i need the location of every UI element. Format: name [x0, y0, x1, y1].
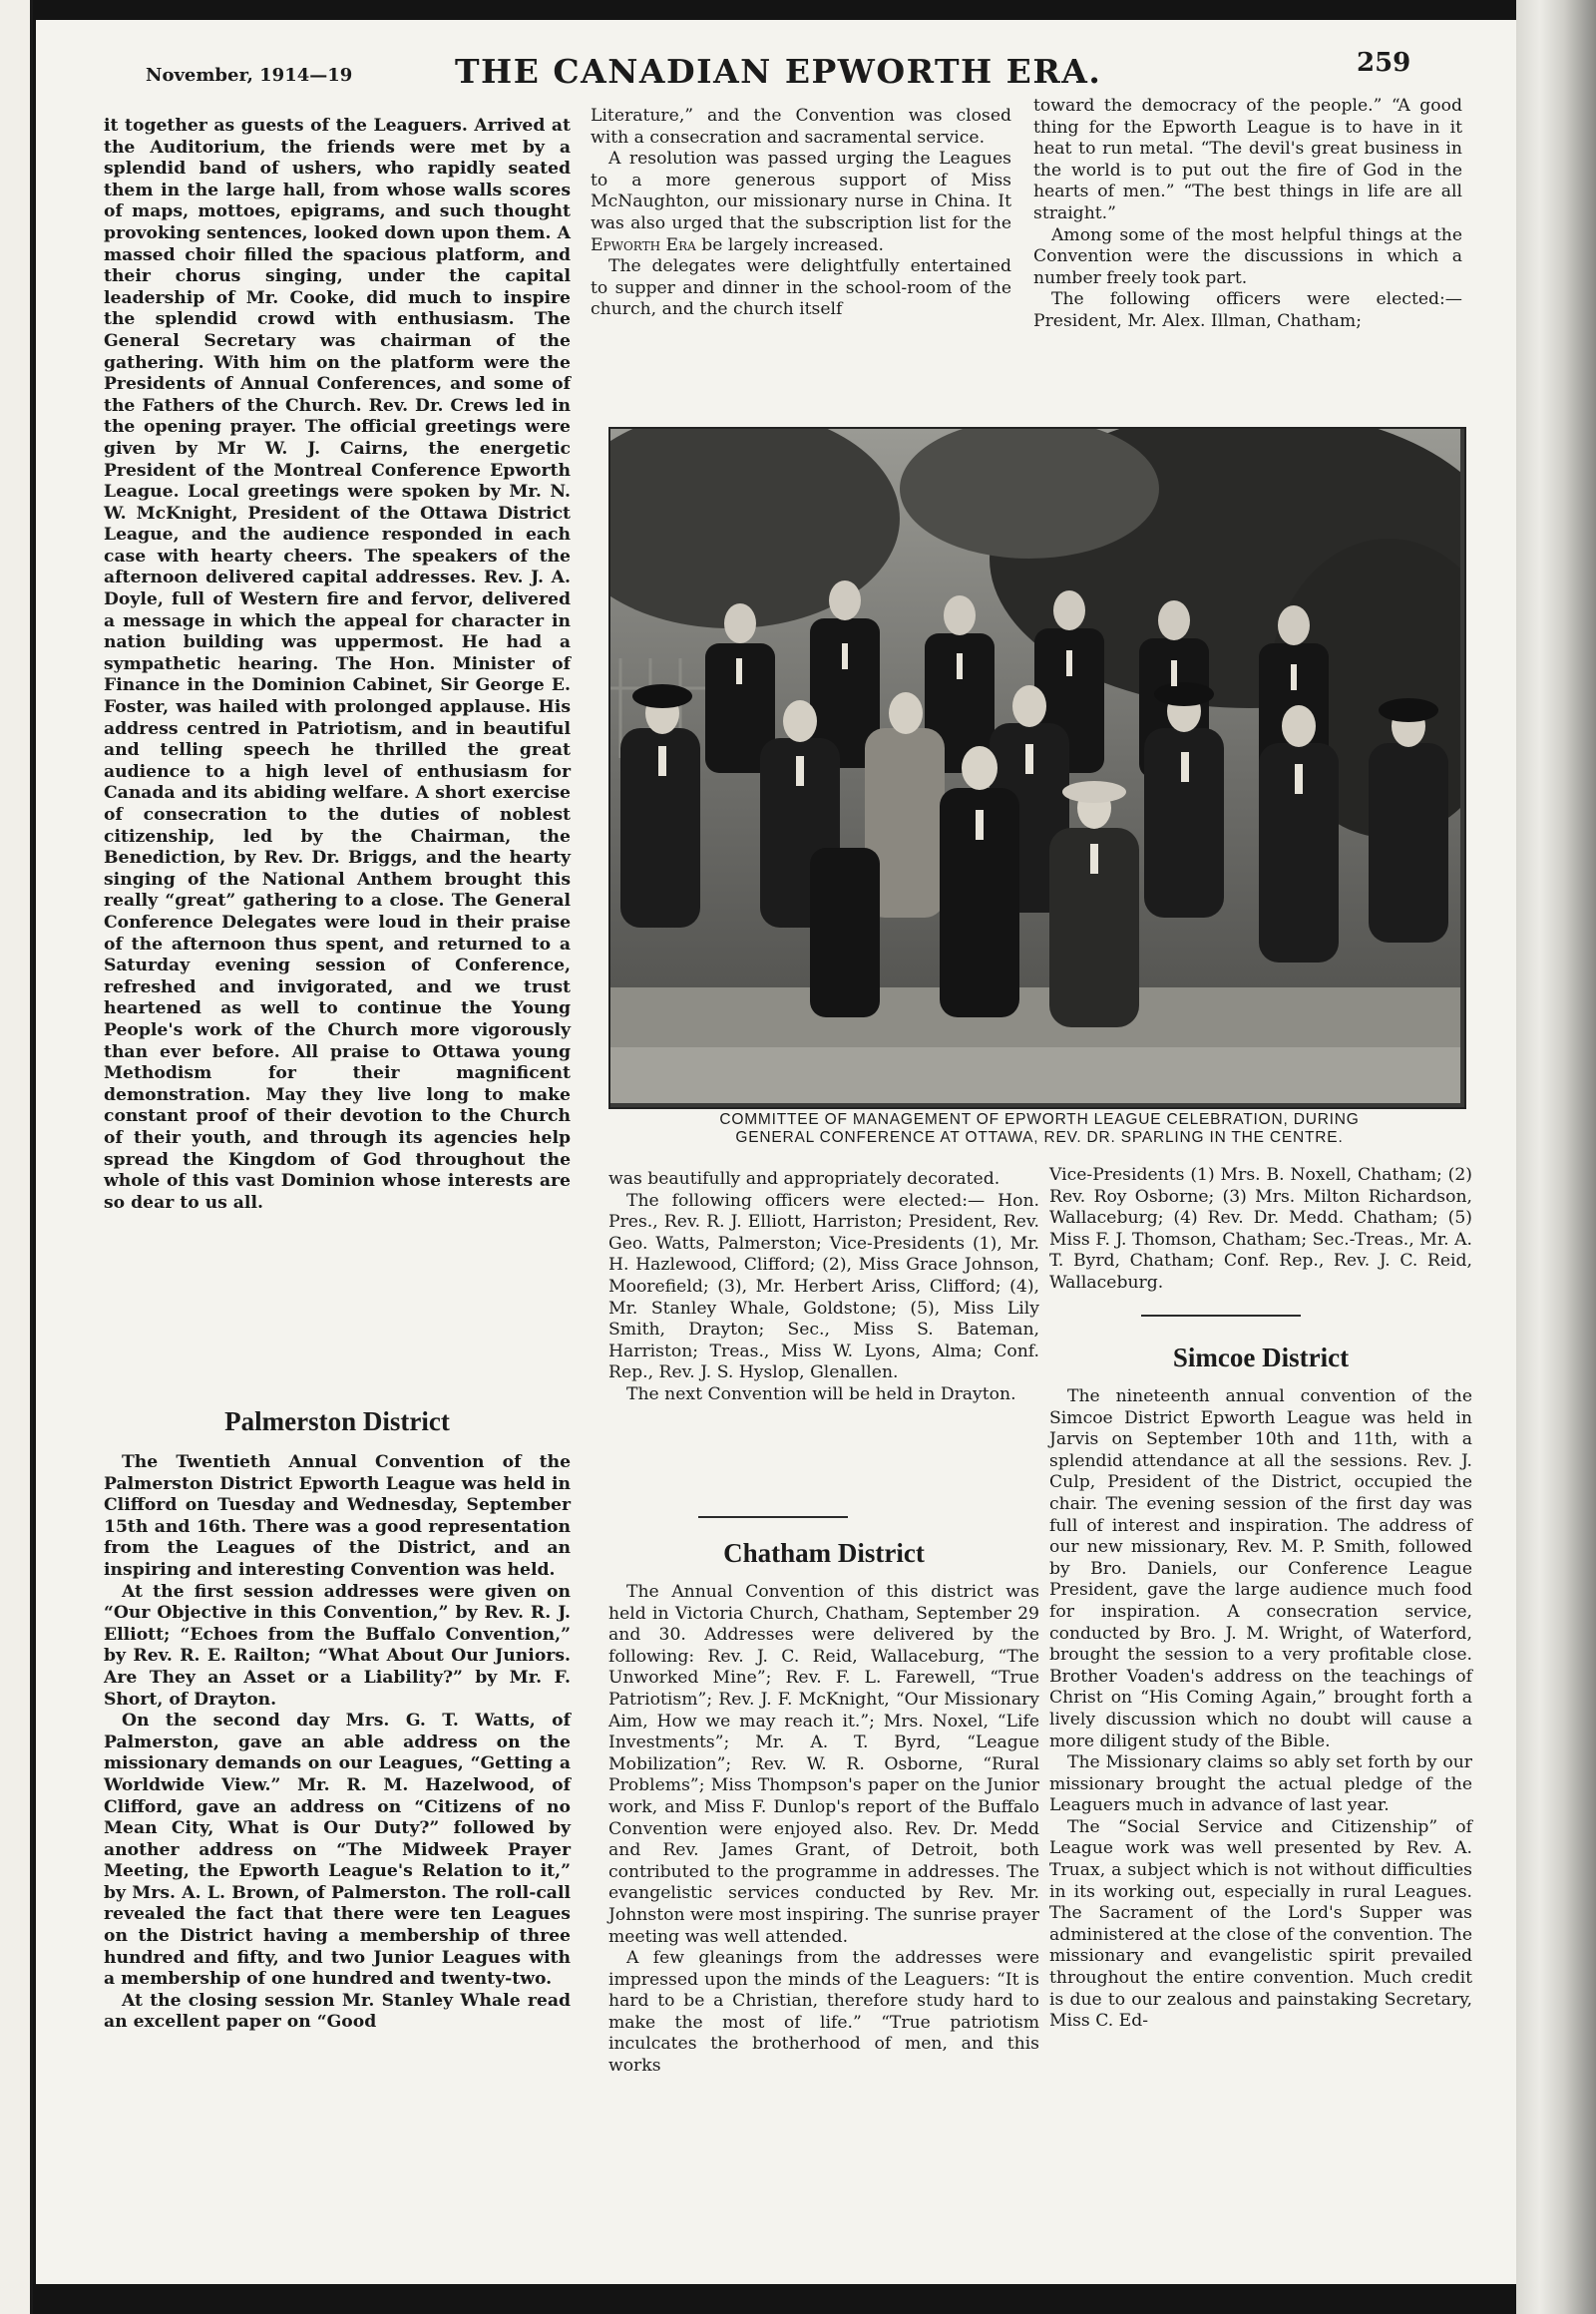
- paragraph-text: be largely increased.: [695, 234, 884, 255]
- section-divider: [1141, 1315, 1301, 1317]
- paragraph: The delegates were delightfully entertained to supper and dinner in the school-room of the church, and the church itself: [591, 256, 1011, 320]
- paragraph: The Missionary claims so ably set forth by our missionary brought the actual pledge of the Leaguers much in advance of last year.: [1049, 1752, 1472, 1816]
- paragraph: Literature,” and the Convention was closed with a consecration and sacramental service.: [591, 106, 1011, 148]
- issue-date: November, 1914—19: [146, 65, 353, 86]
- paragraph: [591, 149, 1011, 256]
- caption-line-1: COMMITTEE OF MANAGEMENT OF EPWORTH LEAGUE CELEBRATION, DURING: [719, 1111, 1360, 1128]
- column-2-top-text: [591, 106, 1011, 321]
- paragraph: At the first session addresses were given on “Our Objective in this Convention,” by Rev. R. J. Elliott; “Echoes from the Buffalo Convention,” by Rev. R. E. Railton; “What About Our Juniors. Are They an Asset or a Liability?” by Mr. F. Short, of Drayton.: [104, 1581, 571, 1710]
- column-3-top-text: [1033, 96, 1462, 333]
- simcoe-text: [1049, 1386, 1472, 2033]
- paragraph: The “Social Service and Citizenship” of League work was well presented by Rev. A. Truax, a subject which is not without difficulties in its working out, especially in rural Leagues. The Sacrament of the Lord's Supper was administered at the close of the convention. The missionary and evangelistic spirit prevailed throughout the entire convention. Much credit is due to our zealous and painstaking Secretary, Miss C. Ed-: [1049, 1816, 1472, 2032]
- paragraph: Among some of the most helpful things at the Convention were the discussions in which a number freely took part.: [1033, 224, 1462, 288]
- paragraph: A few gleanings from the addresses were impressed upon the minds of the Leaguers: “It is hard to be a Christian, therefore study hard to make the most of life.” “True patriotism inculcates the brotherhood of men, and this works: [608, 1948, 1039, 2077]
- caption-line-2: GENERAL CONFERENCE AT OTTAWA, REV. DR. SPARLING IN THE CENTRE.: [735, 1129, 1344, 1146]
- palmerston-heading: Palmerston District: [224, 1406, 450, 1436]
- paragraph: The Annual Convention of this district was held in Victoria Church, Chatham, September 29 and 30. Addresses were delivered by the following: Rev. J. C. Reid, Wallaceburg, “The Unworked Mine”; Rev. F. L. Farewell, “True Patriotism”; Rev. J. F. McKnight, “Our Missionary Aim, How we may reach it.”; Mrs. Noxel, “Life Investments”; Mr. A. T. Byrd, “League Mobilization”; Rev. W. R. Osborne, “Rural Problems”; Miss Thompson's paper on the Junior work, and Miss F. Dunlop's report of the Buffalo Convention were enjoyed also. Rev. Dr. Medd and Rev. James Grant, of Detroit, both contributed to the programme in addresses. The evangelistic services conducted by Rev. Mr. Johnston were most inspiring. The sunrise prayer meeting was well attended.: [608, 1582, 1040, 1947]
- paragraph: The nineteenth annual convention of the Simcoe District Epworth League was held in Jarvis on September 10th and 11th, with a splendid attendance at all the sessions. Rev. J. Culp, President of the District, occupied the chair. The evening session of the first day was full of interest and inspiration. The address of our new missionary, Rev. M. P. Smith, followed by Bro. Daniels, our Conference League President, gave the large audience much food for inspiration. A consecration service, conducted by Bro. J. M. Wright, of Waterford, brought the session to a very profitable close. Brother Voaden's address on the teachings of Christ on “His Coming Again,” brought forth a lively discussion which no doubt will cause a more diligent study of the Bible.: [1049, 1386, 1472, 1751]
- paragraph: At the closing session Mr. Stanley Whale read an excellent paper on “Good: [104, 1990, 571, 2033]
- paragraph: The following officers were elected:— Hon. Pres., Rev. R. J. Elliott, Harriston; President, Rev. Geo. Watts, Palmerston; Vice-Presidents (1), Mr. H. Hazlewood, Clifford; (2), Miss Grace Johnson, Moorefield; (3), Mr. Herbert Ariss, Clifford; (4), Mr. Stanley Whale, Goldstone; (5), Miss Lily Smith, Drayton; Sec., Miss S. Bateman, Harriston; Treas., Miss W. Lyons, Alma; Conf. Rep., Rev. J. S. Hyslop, Glenallen.: [608, 1190, 1039, 1383]
- simcoe-heading: Simcoe District: [1172, 1343, 1350, 1372]
- paragraph: On the second day Mrs. G. T. Watts, of Palmerston, gave an able address on the missionary demands on our Leagues, “Getting a Worldwide View.” Mr. R. M. Hazelwood, of Clifford, gave an address on “Citizens of no Mean City, What is Our Duty?” followed by another address on “The Midweek Prayer Meeting, the Epworth League's Relation to it,” by Mrs. A. L. Brown, of Palmerston. The roll-call revealed the fact that there were ten Leagues on the District having a membership of three hundred and fifty, and two Junior Leagues with a membership of one hundred and twenty-two.: [104, 1711, 571, 1990]
- paragraph-text: A resolution was passed urging the Leagues to a more generous support of Miss McNaughton, our missionary nurse in China. It was also urged that the subscription list for the: [591, 149, 1011, 233]
- chatham-text: [608, 1582, 1039, 2078]
- column-3-bottom-text: [1049, 1165, 1472, 1295]
- scan-margin-right: [1516, 0, 1596, 2314]
- paragraph: The Twentieth Annual Convention of the Palmerston District Epworth League was held in Clifford on Tuesday and Wednesday, September 15th and 16th. There was a good representation from the Leagues of the District, and an inspiring and interesting Convention was held.: [104, 1452, 571, 1580]
- magazine-title: THE CANADIAN EPWORTH ERA.: [455, 52, 1102, 91]
- magazine-page: [36, 20, 1516, 2284]
- chatham-heading: Chatham District: [723, 1538, 925, 1568]
- column-1-text: [104, 116, 571, 1214]
- scan-margin-left: [0, 0, 33, 2314]
- palmerston-text: [104, 1452, 571, 2034]
- page-number: 259: [1357, 48, 1411, 78]
- publication-name: Epworth Era: [591, 234, 696, 255]
- photo-illustration: [610, 429, 1460, 1103]
- paragraph: The following officers were elected:— President, Mr. Alex. Illman, Chatham;: [1033, 289, 1462, 331]
- paragraph: it together as guests of the Leaguers. Arrived at the Auditorium, the friends were met by a splendid band of ushers, who rapidly seated them in the large hall, from whose walls scores of maps, mottoes, epigrams, and such thought provoking sentences, looked down upon them. A massed choir filled the spacious platform, and their chorus singing, under the capital leadership of Mr. Cooke, did much to inspire the splendid crowd with enthusiasm. The General Secretary was chairman of the gathering. With him on the platform were the Presidents of Annual Conferences, and some of the Fathers of the Church. Rev. Dr. Crews led in the opening prayer. The official greetings were given by Mr W. J. Cairns, the energetic President of the Montreal Conference Epworth League. Local greetings were spoken by Mr. N. W. McKnight, President of the Ottawa District League, and the audience responded in each case with hearty cheers. The speakers of the afternoon delivered capital addresses. Rev. J. A. Doyle, full of Western fire and fervor, delivered a message in which the appeal for character in nation building was uppermost. He had a sympathetic hearing. The Hon. Minister of Finance in the Dominion Cabinet, Sir George E. Foster, was hailed with prolonged applause. His address centred in Patriotism, and in beautiful and telling speech he thrilled the great audience to a high level of enthusiasm for Canada and its abiding welfare. A short exercise of consecration to the duties of noblest citizenship, led by the Chairman, the Benediction, by Rev. Dr. Briggs, and the hearty singing of the National Anthem brought this really “great” gathering to a close. The General Conference Delegates were loud in their praise of the afternoon thus spent, and returned to a Saturday evening session of Conference, refreshed and invigorated, and we trust heartened as well to continue the Young People's work of the Church more vigorously than ever before. All praise to Ottawa young Methodism for their magnificent demonstration. May they live long to make constant proof of their devotion to the Church of their youth, and through its agencies help spread the Kingdom of God throughout the whole of this vast Dominion whose interests are so dear to us all.: [104, 116, 571, 1213]
- column-2-bottom-text: [608, 1169, 1039, 1406]
- section-divider: [698, 1516, 848, 1518]
- paragraph: Vice-Presidents (1) Mrs. B. Noxell, Chatham; (2) Rev. Roy Osborne; (3) Mrs. Milton Richardson, Wallaceburg; (4) Rev. Dr. Medd. Chatham; (5) Miss F. J. Thomson, Chatham; Sec.-Treas., Mr. A. T. Byrd, Chatham; Conf. Rep., Rev. J. C. Reid, Wallaceburg.: [1049, 1165, 1472, 1293]
- paragraph: toward the democracy of the people.” “A good thing for the Epworth League is to have in it heat to run metal. “The devil's great business in the world is to put out the fire of God in the hearts of men.” “The best things in life are all straight.”: [1033, 96, 1462, 223]
- group-photograph: [608, 427, 1466, 1109]
- paragraph: The next Convention will be held in Drayton.: [626, 1383, 1016, 1404]
- paragraph: was beautifully and appropriately decorated.: [608, 1169, 1000, 1189]
- photo-caption: [604, 1111, 1474, 1147]
